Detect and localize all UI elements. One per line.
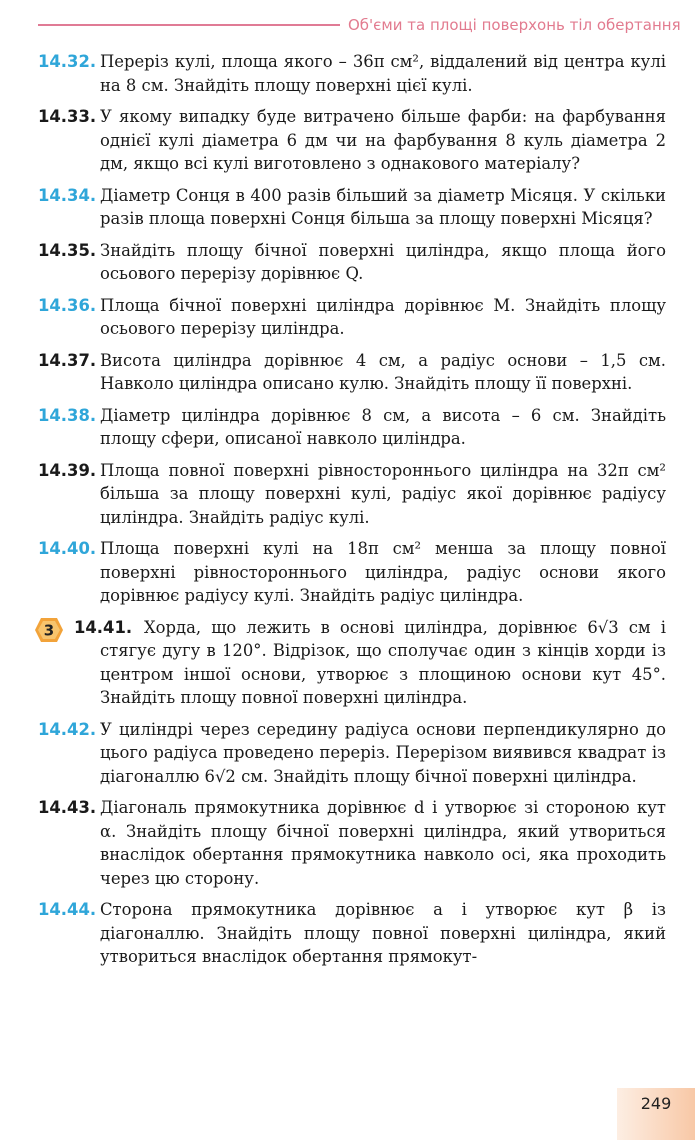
problem-item [38,294,666,341]
problem-number: 14.38. [38,405,97,425]
problem-item [38,404,666,451]
problem-item [38,898,666,969]
problem-text: Площа повної поверхні рівностороннього циліндра на 32π см² більша за площу поверхні кулі, радіус якої дорівнює радіусу циліндра. Знайдіть радіус кулі. [100,460,666,527]
problem-number: 14.39. [38,460,97,480]
problem-text: Хорда, що лежить в основі циліндра, дорівнює 6√3 см і стягує дугу в 120°. Відрізок, що сполучає один з кінців хорди із центром іншої основи, утворює з площиною основи кут 45°. Знайдіть площу повної поверхні циліндра. [100,617,666,707]
problem-number: 14.44. [38,900,97,919]
problem-item [38,349,666,396]
problem-text: Площа поверхні кулі на 18π см² менша за площу повної поверхні рівностороннього циліндра, радіус основи якого дорівнює радіусу кулі. Знайдіть радіус циліндра. [100,539,666,605]
problem-item [38,239,666,286]
problem-list [38,50,666,977]
problem-text: У якому випадку буде витрачено більше фарби: на фарбування однієї кулі діаметра 6 дм чи на фарбування 8 куль діаметра 2 дм, якщо всі кулі виготовлено з однакового матеріалу? [100,107,666,173]
problem-number: 14.33. [38,107,97,126]
header-title: Об'єми та площі поверхонь тіл обертання [348,16,681,34]
problem-text: У циліндрі через середину радіуса основи перпендикулярно до цього радіуса проведено переріз. Перерізом виявився квадрат із діагоналлю 6√2 см. Знайдіть площу бічної поверхні циліндра. [100,719,666,786]
page-number: 249 [640,1094,672,1113]
problem-number: 14.35. [38,240,97,260]
level-3-badge-icon [34,617,64,643]
problem-text: Діаметр циліндра дорівнює 8 см, а висота – 6 см. Знайдіть площу сфери, описаної навколо циліндра. [100,405,666,448]
problem-number: 14.42. [38,719,97,739]
running-header [38,14,681,36]
problem-number: 14.40. [38,539,97,558]
problem-number: 14.43. [38,798,97,817]
problem-text: Висота циліндра дорівнює 4 см, а радіус основи – 1,5 см. Навколо циліндра описано кулю. Знайдіть площу її поверхні. [100,350,666,393]
header-rule [38,24,340,26]
problem-number: 14.36. [38,295,97,315]
problem-number: 14.41. [74,617,133,637]
problem-item [38,459,666,530]
problem-item [38,105,666,176]
problem-item [38,50,666,97]
problem-number: 14.37. [38,350,97,370]
problem-item [38,537,666,608]
problem-text: Сторона прямокутника дорівнює a і утворює кут β із діагоналлю. Знайдіть площу повної поверхні циліндра, який утвориться внаслідок обертання прямокут- [100,900,666,966]
problem-text: Знайдіть площу бічної поверхні циліндра, якщо площа його осьового перерізу дорівнює Q. [100,240,666,283]
problem-text: Переріз кулі, площа якого – 36π см², віддалений від центра кулі на 8 см. Знайдіть площу поверхні цієї кулі. [100,52,666,95]
level-badge-label: 3 [43,621,55,639]
problem-text: Діаметр Сонця в 400 разів більший за діаметр Місяця. У скільки разів площа поверхні Сонця більша за площу поверхні Місяця? [100,185,666,228]
problem-number: 14.32. [38,52,97,71]
problem-text: Площа бічної поверхні циліндра дорівнює M. Знайдіть площу осьового перерізу циліндра. [100,295,666,338]
problem-item [38,616,666,710]
problem-number: 14.34. [38,185,97,205]
problem-text: Діагональ прямокутника дорівнює d і утворює зі стороною кут α. Знайдіть площу бічної поверхні циліндра, який утвориться внаслідок обертання прямокутника навколо осі, яка проходить через цю сторону. [100,798,666,888]
problem-item [38,796,666,890]
problem-item [38,718,666,789]
problem-item [38,184,666,231]
